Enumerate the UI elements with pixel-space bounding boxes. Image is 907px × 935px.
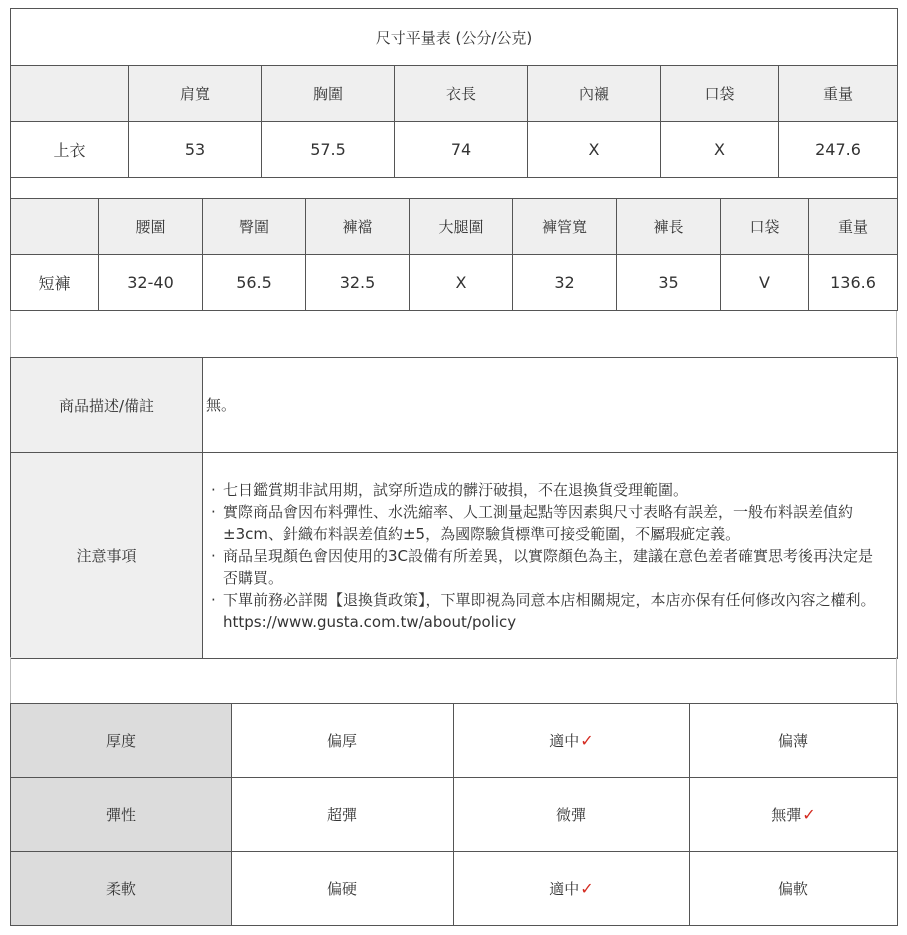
size-table-title: 尺寸平量表 (公分/公克) <box>11 9 898 66</box>
table-row <box>11 255 898 311</box>
fabric-attributes-table <box>10 703 898 926</box>
value-cell: 247.6 <box>779 122 898 178</box>
value-cell: 32 <box>513 255 617 311</box>
value-cell: 35 <box>617 255 721 311</box>
option-text: 偏厚 <box>326 732 357 750</box>
check-icon: ✓ <box>802 805 816 824</box>
value-cell: 74 <box>395 122 528 178</box>
check-icon: ✓ <box>580 731 594 750</box>
spacer-row <box>11 178 898 200</box>
top-size-table <box>10 8 898 199</box>
header-cell: 口袋 <box>661 66 779 122</box>
shorts-size-table <box>10 198 898 311</box>
value-cell: X <box>410 255 513 311</box>
header-cell: 衣長 <box>395 66 528 122</box>
attribute-option <box>454 852 690 926</box>
notes-label: 注意事項 <box>11 453 203 659</box>
value-cell: X <box>661 122 779 178</box>
option-text: 微彈 <box>555 806 586 824</box>
option-text: 偏軟 <box>777 880 808 898</box>
description-value: 無。 <box>206 396 237 414</box>
attribute-row <box>11 778 898 852</box>
header-cell: 胸圍 <box>262 66 395 122</box>
attribute-option <box>690 778 898 852</box>
attribute-label: 柔軟 <box>11 852 232 926</box>
header-cell: 內襯 <box>528 66 661 122</box>
list-item: · 商品呈現顏色會因使用的3C設備有所差異，以實際顏色為主，建議在意色差者確實思考後再決定是否購買。 <box>211 545 885 589</box>
attribute-row <box>11 852 898 926</box>
attribute-label: 彈性 <box>11 778 232 852</box>
header-cell: 肩寬 <box>129 66 262 122</box>
section-spacer <box>10 311 897 357</box>
value-cell: 32.5 <box>306 255 410 311</box>
value-cell: 56.5 <box>203 255 306 311</box>
table-row <box>11 122 898 178</box>
row-label: 短褲 <box>11 255 99 311</box>
product-notes-table <box>10 357 898 659</box>
attribute-option <box>454 778 690 852</box>
attribute-option <box>232 778 454 852</box>
header-cell: 口袋 <box>721 199 809 255</box>
list-item: · 七日鑑賞期非試用期，試穿所造成的髒汙破損，不在退換貨受理範圍。 <box>211 479 885 501</box>
header-cell <box>11 66 129 122</box>
attribute-row <box>11 704 898 778</box>
description-text <box>203 358 898 453</box>
header-cell <box>11 199 99 255</box>
header-cell: 褲長 <box>617 199 721 255</box>
option-text: 偏硬 <box>326 880 357 898</box>
list-item: · 下單前務必詳閱【退換貨政策】，下單即視為同意本店相關規定，本店亦保有任何修改內容之權利。https://www.gusta.com.tw/about/policy <box>211 589 885 633</box>
attribute-option <box>690 852 898 926</box>
value-cell: X <box>528 122 661 178</box>
check-icon: ✓ <box>580 879 594 898</box>
shorts-header-row <box>11 199 898 255</box>
attribute-label: 厚度 <box>11 704 232 778</box>
header-cell: 腰圍 <box>99 199 203 255</box>
header-cell: 重量 <box>779 66 898 122</box>
value-cell: 136.6 <box>809 255 898 311</box>
top-header-row <box>11 66 898 122</box>
description-label: 商品描述/備註 <box>11 358 203 453</box>
attribute-option <box>690 704 898 778</box>
section-spacer <box>10 657 897 703</box>
header-cell: 重量 <box>809 199 898 255</box>
option-text: 適中 <box>549 732 580 750</box>
header-cell: 臀圍 <box>203 199 306 255</box>
option-text: 適中 <box>549 880 580 898</box>
option-text: 超彈 <box>326 806 357 824</box>
list-item: · 實際商品會因布料彈性、水洗縮率、人工測量起點等因素與尺寸表略有誤差，一般布料誤差值約±3cm、針織布料誤差值約±5，為國際驗貨標準可接受範圍，不屬瑕疵定義。 <box>211 501 885 545</box>
attribute-option <box>232 704 454 778</box>
notes-row <box>11 453 898 659</box>
row-label: 上衣 <box>11 122 129 178</box>
option-text: 無彈 <box>771 806 802 824</box>
value-cell: 53 <box>129 122 262 178</box>
header-cell: 褲襠 <box>306 199 410 255</box>
notes-content <box>203 453 898 659</box>
header-cell: 大腿圍 <box>410 199 513 255</box>
notes-list <box>203 479 897 633</box>
value-cell: 32-40 <box>99 255 203 311</box>
value-cell: V <box>721 255 809 311</box>
attribute-option <box>454 704 690 778</box>
value-cell: 57.5 <box>262 122 395 178</box>
header-cell: 褲管寬 <box>513 199 617 255</box>
attribute-option <box>232 852 454 926</box>
description-row <box>11 358 898 453</box>
option-text: 偏薄 <box>777 732 808 750</box>
